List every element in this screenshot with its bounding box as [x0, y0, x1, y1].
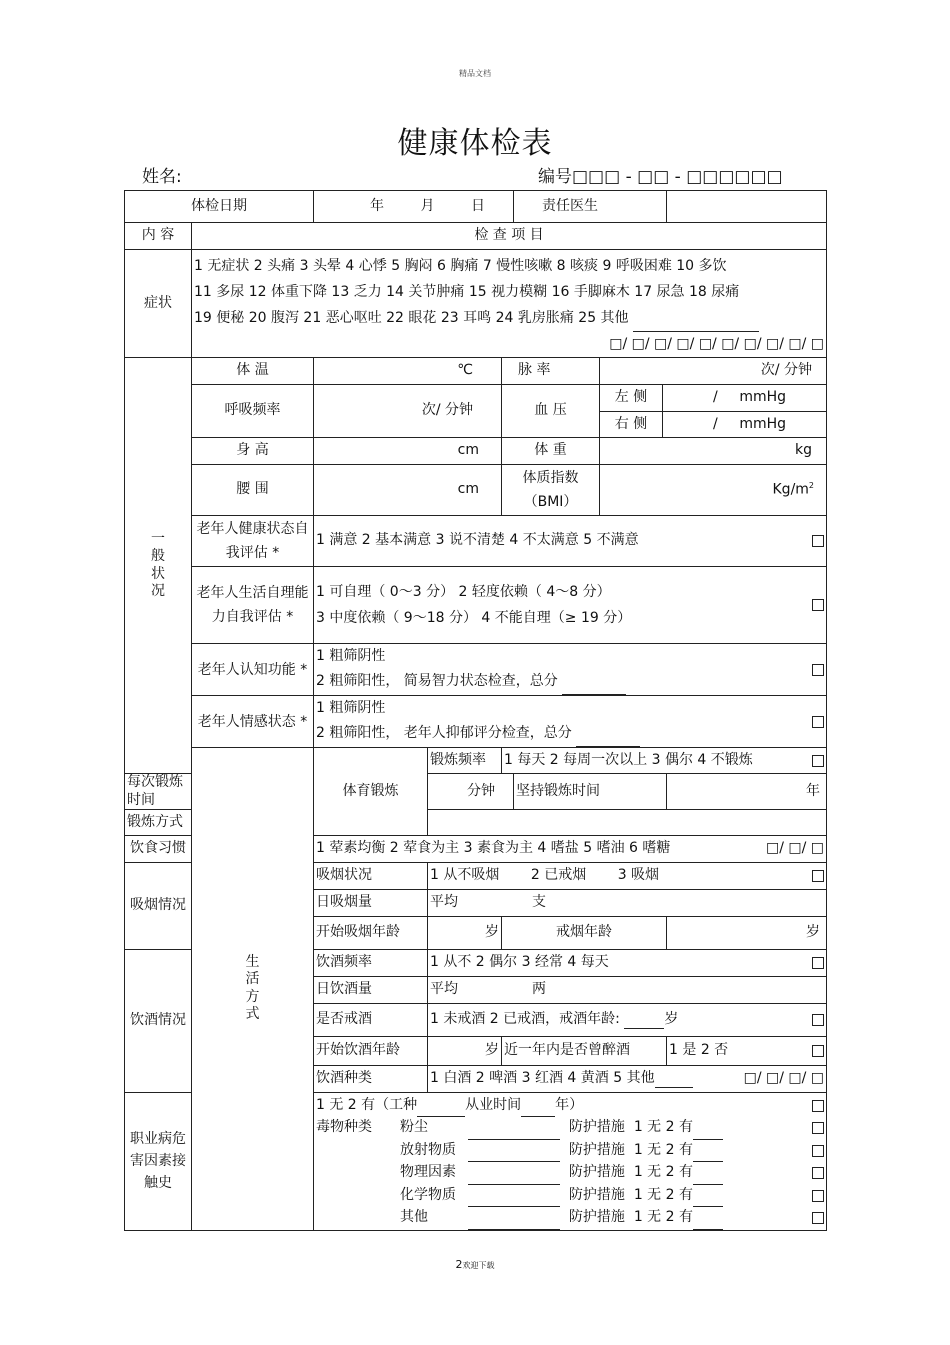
- toxin-rows[interactable]: [400, 1117, 824, 1230]
- drink-start-label: 开始饮酒年龄: [314, 1037, 428, 1066]
- height-label: 身 高: [192, 438, 314, 465]
- drunk-label: 近一年内是否曾醉酒: [502, 1037, 667, 1066]
- toxin-name: 物理因素: [400, 1164, 456, 1180]
- toxin-name: 化学物质: [400, 1186, 456, 1203]
- drink-daily-label: 日饮酒量: [314, 977, 428, 1004]
- occupational-checkbox[interactable]: [812, 1100, 824, 1112]
- toxin-checkbox[interactable]: [812, 1122, 824, 1134]
- toxin-row[interactable]: [400, 1140, 824, 1163]
- symptoms-options[interactable]: [192, 250, 827, 358]
- toxin-checkbox[interactable]: [812, 1167, 824, 1179]
- smoke-daily-label: 日吸烟量: [314, 890, 428, 917]
- protect-options: 1 无 2 有: [633, 1164, 693, 1180]
- toxin-checkbox[interactable]: [812, 1145, 824, 1157]
- doctor-field[interactable]: [667, 191, 827, 223]
- protect-blank[interactable]: [693, 1207, 723, 1230]
- lifestyle-label: 生 活 方 式: [192, 748, 314, 1231]
- year-label: 年: [370, 197, 384, 214]
- self-eval-label: 老年人健康状态自我评估 *: [192, 516, 314, 567]
- toxin-row[interactable]: [400, 1162, 824, 1185]
- pulse-unit: 次/ 分钟: [760, 362, 813, 379]
- drunk-field[interactable]: 1 是 2 否: [667, 1037, 827, 1066]
- weight-field[interactable]: kg: [600, 438, 827, 465]
- items-header: 检 查 项 目: [192, 223, 827, 250]
- cognition-label: 老年人认知功能 *: [192, 644, 314, 696]
- exam-date-label: 体检日期: [125, 191, 314, 223]
- protect-options: 1 无 2 有: [633, 1186, 693, 1203]
- exercise-time-field[interactable]: 分钟: [428, 774, 514, 810]
- smoke-status-checkbox[interactable]: [812, 870, 824, 882]
- bp-right-label: 右 侧: [600, 411, 663, 437]
- toxin-row[interactable]: [400, 1185, 824, 1208]
- protect-options: 1 无 2 有: [633, 1141, 693, 1158]
- toxin-row[interactable]: [400, 1117, 824, 1140]
- smoke-start-label: 开始吸烟年龄: [314, 917, 428, 950]
- name-label: 姓名:: [142, 167, 182, 187]
- bmi-label: 体质指数 （BMI）: [502, 465, 600, 516]
- smoke-start-field[interactable]: 岁: [428, 917, 502, 950]
- exercise-method-field[interactable]: [428, 810, 827, 836]
- month-label: 月: [420, 197, 435, 214]
- bp-right-field[interactable]: / mmHg: [663, 411, 827, 437]
- cognition-field[interactable]: 1 粗筛阴性 2 粗筛阳性， 简易智力状态检查，总分: [314, 644, 827, 696]
- protect-options: 1 无 2 有: [633, 1119, 693, 1135]
- exam-date-field[interactable]: [314, 191, 514, 223]
- self-eval-checkbox[interactable]: [812, 535, 824, 547]
- toxin-type-label: 毒物种类: [316, 1119, 372, 1135]
- protect-label: 防护措施: [568, 1186, 625, 1203]
- pulse-label: 脉 率: [502, 358, 600, 385]
- drink-freq-checkbox[interactable]: [812, 957, 824, 969]
- symptoms-label: 症状: [125, 250, 192, 358]
- drink-quit-checkbox[interactable]: [812, 1014, 824, 1026]
- drunk-checkbox[interactable]: [812, 1045, 824, 1057]
- temp-label: 体 温: [192, 358, 314, 385]
- bp-left-field[interactable]: / mmHg: [663, 385, 827, 411]
- drinking-label: 饮酒情况: [125, 950, 192, 1093]
- exercise-freq-checkbox[interactable]: [812, 755, 824, 767]
- drink-start-field[interactable]: 岁: [428, 1037, 502, 1066]
- toxin-checkbox[interactable]: [812, 1190, 824, 1202]
- drink-type-field[interactable]: 1 白酒 2 啤酒 3 红酒 4 黄酒 5 其他 □/ □/ □/ □: [428, 1066, 827, 1093]
- toxin-name: 其他: [400, 1209, 428, 1225]
- toxin-checkbox[interactable]: [812, 1212, 824, 1224]
- exercise-freq-label: 锻炼频率: [428, 748, 502, 774]
- protect-options: 1 无 2 有: [633, 1209, 693, 1225]
- toxin-blank[interactable]: [468, 1207, 560, 1230]
- symptoms-line-2: 11 多尿 12 体重下降 13 乏力 14 关节肿痛 15 视力模糊 16 手脚麻木 17 尿急 18 尿痛: [194, 284, 740, 300]
- waist-field[interactable]: cm: [314, 465, 502, 516]
- header-note: 精品文档: [459, 69, 491, 78]
- adl-checkbox[interactable]: [812, 599, 824, 611]
- toxin-blank[interactable]: [468, 1140, 560, 1163]
- general-condition-label: 一 般 状 况: [125, 358, 192, 774]
- symptoms-boxes[interactable]: □/ □/ □/ □/ □/ □/ □/ □/ □/ □: [609, 336, 825, 352]
- diet-field[interactable]: 1 荤素均衡 2 荤食为主 3 素食为主 4 嗜盐 5 嗜油 6 嗜糖 □/ □/ □: [314, 836, 827, 863]
- resp-label: 呼吸频率: [192, 385, 314, 438]
- footer-text: 欢迎下载: [462, 1261, 495, 1270]
- drink-freq-label: 饮酒频率: [314, 950, 428, 977]
- resp-field[interactable]: [314, 385, 502, 438]
- smoke-quit-field[interactable]: 岁: [667, 917, 827, 950]
- protect-blank[interactable]: [693, 1185, 723, 1208]
- bp-left-label: 左 侧: [600, 385, 663, 411]
- toxin-name: 粉尘: [400, 1119, 428, 1135]
- waist-label: 腰 围: [192, 465, 314, 516]
- drink-quit-field[interactable]: 1 未戒酒 2 已戒酒，戒酒年龄: 岁: [428, 1004, 827, 1037]
- toxin-name: 放射物质: [400, 1141, 456, 1158]
- symptoms-other-blank[interactable]: [633, 305, 759, 332]
- protect-label: 防护措施: [568, 1141, 625, 1158]
- smoke-daily-field[interactable]: 平均 支: [428, 890, 827, 917]
- occupational-field[interactable]: 1 无 2 有（工种 从业时间 年） 毒物种类 粉尘 防护措施 1 无 2 有 放射物质 防护措施 1 无 2 有 物理因素 防护措施 1 无 2 有 化学物质 防护措施 1 无 2 有 其他 防护措施 1 无 2 有: [314, 1093, 827, 1231]
- smoke-quit-label: 戒烟年龄: [502, 917, 667, 950]
- doctor-label: 责任医生: [514, 191, 667, 223]
- smoking-label: 吸烟情况: [125, 863, 192, 950]
- diet-checkboxes[interactable]: □/ □/ □: [765, 840, 825, 857]
- symptoms-line-3: 19 便秘 20 腹泻 21 恶心呕吐 22 眼花 23 耳鸣 24 乳房胀痛 25 其他: [194, 305, 824, 332]
- resp-unit: 次/ 分钟: [421, 402, 473, 419]
- weight-label: 体 重: [502, 438, 600, 465]
- toxin-row[interactable]: [400, 1207, 824, 1230]
- emotion-checkbox[interactable]: [812, 716, 824, 728]
- protect-label: 防护措施: [568, 1209, 625, 1225]
- exercise-label: 体育锻炼: [314, 748, 428, 836]
- exercise-persist-field[interactable]: 年: [667, 774, 827, 810]
- adl-field[interactable]: 1 可自理（ 0～3 分） 2 轻度依赖（ 4～8 分） 3 中度依赖（ 9～18 分） 4 不能自理（≥ 19 分）: [314, 567, 827, 644]
- protect-label: 防护措施: [568, 1119, 625, 1135]
- health-exam-form: [124, 190, 827, 1231]
- toxin-blank[interactable]: [468, 1117, 560, 1140]
- emotion-label: 老年人情感状态 *: [192, 696, 314, 748]
- temp-unit: ℃: [457, 362, 473, 379]
- adl-label: 老年人生活自理能力自我评估 *: [192, 567, 314, 644]
- smoke-status-label: 吸烟状况: [314, 863, 428, 890]
- page-title: 健康体检表: [397, 126, 553, 161]
- bp-field[interactable]: [600, 385, 827, 438]
- exercise-method-label: 锻炼方式: [125, 810, 192, 836]
- protect-blank[interactable]: [693, 1117, 723, 1140]
- toxin-blank[interactable]: [468, 1185, 560, 1208]
- page-number: 2: [455, 1258, 463, 1271]
- emotion-field[interactable]: 1 粗筛阴性 2 粗筛阳性， 老年人抑郁评分检查，总分: [314, 696, 827, 748]
- protect-blank[interactable]: [693, 1162, 723, 1185]
- symptoms-line-1: 1 无症状 2 头痛 3 头晕 4 心悸 5 胸闷 6 胸痛 7 慢性咳嗽 8 咳痰 9 呼吸困难 10 多饮: [194, 258, 727, 274]
- temp-field[interactable]: [314, 358, 502, 385]
- cognition-checkbox[interactable]: [812, 664, 824, 676]
- drink-type-label: 饮酒种类: [314, 1066, 428, 1093]
- pulse-field[interactable]: [600, 358, 827, 385]
- drink-daily-field[interactable]: 平均 两: [428, 977, 827, 1004]
- exercise-persist-label: 坚持锻炼时间: [514, 774, 667, 810]
- drink-quit-label: 是否戒酒: [314, 1004, 428, 1037]
- drink-type-checkboxes[interactable]: □/ □/ □/ □: [743, 1070, 825, 1087]
- self-eval-field[interactable]: 1 满意 2 基本满意 3 说不清楚 4 不太满意 5 不满意: [314, 516, 827, 567]
- protect-blank[interactable]: [693, 1140, 723, 1163]
- height-field[interactable]: cm: [314, 438, 502, 465]
- bp-label: 血 压: [502, 385, 600, 438]
- drink-freq-field[interactable]: 1 从不 2 偶尔 3 经常 4 每天: [428, 950, 827, 977]
- serial-number-label: 编号□□□ - □□ - □□□□□□: [538, 167, 783, 187]
- smoke-status-field[interactable]: 1 从不吸烟 2 已戒烟 3 吸烟: [428, 863, 827, 890]
- diet-label: 饮食习惯: [125, 836, 192, 863]
- exercise-freq-field[interactable]: 1 每天 2 每周一次以上 3 偶尔 4 不锻炼: [502, 748, 827, 774]
- footer: [0, 1258, 950, 1271]
- toxin-blank[interactable]: [468, 1162, 560, 1185]
- content-header: 内 容: [125, 223, 192, 250]
- bmi-field[interactable]: $Kg/m^2$: [600, 465, 827, 516]
- occupational-label: 职业病危害因素接触史: [125, 1093, 192, 1231]
- day-label: 日: [471, 197, 485, 214]
- protect-label: 防护措施: [568, 1164, 625, 1180]
- exercise-time-label: 每次锻炼时间: [125, 774, 192, 810]
